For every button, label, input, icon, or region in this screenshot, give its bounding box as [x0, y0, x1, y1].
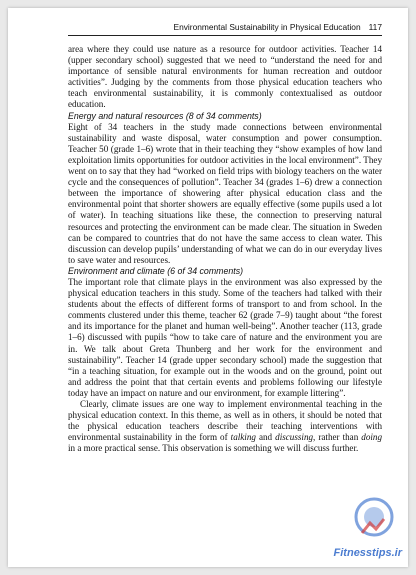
paragraph-text: in a more practical sense. This observation is something we will discuss further. [68, 443, 359, 454]
paragraph-text: , rather than [313, 432, 362, 443]
book-page [8, 8, 408, 567]
paragraph-text: and [255, 432, 276, 443]
section-heading-climate: Environment and climate (6 of 34 comments) [68, 265, 244, 276]
emphasis: doing [361, 432, 382, 443]
watermark-text: Fitnesstips.ir [333, 547, 402, 559]
section-heading-energy: Energy and natural resources (8 of 34 comments) [68, 110, 262, 121]
paragraph: area where they could use nature as a resource for outdoor activities. Teacher 14 (upper secondary school) suggested that we need to “understand the need for and importance of sensible natural environments for human recreation and outdoor activities”. Judging by the comments from those physical education teachers who teach environmental sustainability, it is commonly contextualised as outdoor education. [68, 44, 382, 110]
paragraph: Eight of 34 teachers in the study made connections between environmental sustainability and waste disposal, water consumption and power consumption. Teacher 50 (grade 1–6) wrote that in their teaching they “show examples of how land exploitation limits opportunities for outdoor activities in the local environment”. They went on to say that they had “worked on field trips with biology teachers on the water cycle and the consequences of pollution”. Teacher 34 (grades 1–6) drew a connection between the importance of showering after physical education class and the environmental point that shorter showers are equally effective (some pupils used a lot of water). In teaching situations like these, the connection to preserving natural resources and protecting the environment can be made clear. The situation in Sweden can be compared to countries that do not have the same access to clean water. This discussion can develop pupils’ understanding of what we can do in our everyday lives to save water and resources. [68, 121, 382, 265]
paragraph: The important role that climate plays in the environment was also expressed by the physical education teachers in this study. Some of the teachers had talked with their students about the effects of different forms of transport to and from school. In the comments clustered under this theme, teacher 62 (grade 7–9) taught about “the forest and its importance for the planet and human well-being”. Another teacher (113, grade 1–6) discussed with pupils “how to take care of nature and the environment you are in. We talk about Greta Thunberg and her work for the environment and sustainability”. Teacher 14 (grade upper secondary school) made the suggestion that “in a teaching situation, for example out in the woods and on the ground, point out and address the point that that certain events and problems following our lifestyle today have an impact on nature and our environment, for example littering”. [68, 276, 382, 398]
running-head-title: Environmental Sustainability in Physical Education [173, 22, 361, 32]
body-text [68, 44, 382, 454]
emphasis: talking [230, 432, 256, 443]
page-number: 117 [368, 22, 382, 32]
running-head [68, 22, 382, 36]
paragraph-text: Clearly, climate issues are one way to implement environmental teaching in the physical education context. In this theme, as well as in others, it should be noted that the physical education teachers describe their teaching interventions with environmental sustainability in the form of [68, 399, 382, 443]
emphasis: discussing [275, 432, 314, 443]
paragraph [68, 399, 382, 454]
